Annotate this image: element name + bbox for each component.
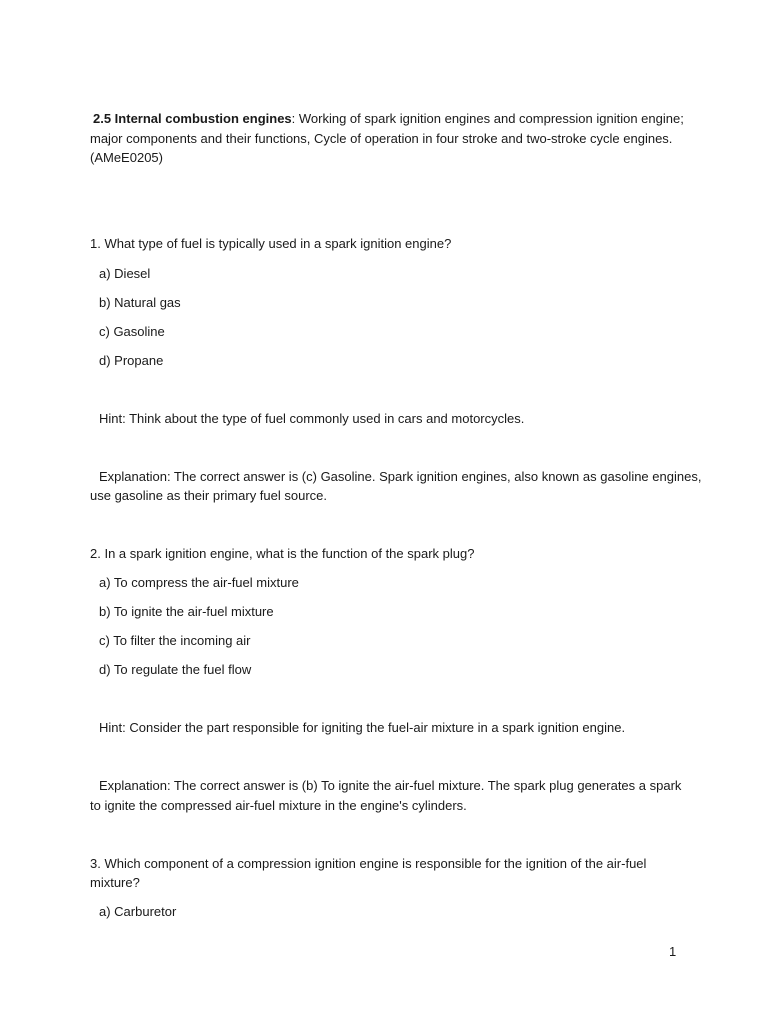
question-1-option-b: b) Natural gas — [99, 295, 181, 310]
question-2-option-c: c) To filter the incoming air — [99, 633, 251, 648]
question-2-hint: Hint: Consider the part responsible for igniting the fuel-air mixture in a spark ignition engine. — [99, 720, 626, 735]
page-number: 1 — [669, 944, 677, 959]
question-2-text: 2. In a spark ignition engine, what is the function of the spark plug? — [90, 546, 475, 561]
question-2-option-a: a) To compress the air-fuel mixture — [99, 575, 299, 590]
section-heading — [93, 109, 693, 128]
question-2-explanation-line-2: to ignite the compressed air-fuel mixture in the engine's cylinders. — [90, 798, 467, 813]
question-3-option-a: a) Carburetor — [99, 904, 177, 919]
question-1-text: 1. What type of fuel is typically used in a spark ignition engine? — [90, 236, 452, 251]
question-2-option-b: b) To ignite the air-fuel mixture — [99, 604, 274, 619]
section-heading-description: : Working of spark ignition engines and compression ignition engine; — [291, 111, 684, 126]
question-1-explanation-line-2: use gasoline as their primary fuel source. — [90, 488, 328, 503]
question-1-hint: Hint: Think about the type of fuel commonly used in cars and motorcycles. — [99, 411, 525, 426]
question-1-explanation-line-1: Explanation: The correct answer is (c) Gasoline. Spark ignition engines, also known as gasoline engines, — [99, 469, 702, 484]
section-heading-title: 2.5 Internal combustion engines — [93, 111, 292, 126]
section-heading-line-2: major components and their functions, Cycle of operation in four stroke and two-stroke cycle engines. — [90, 131, 673, 146]
question-2-explanation-line-1: Explanation: The correct answer is (b) To ignite the air-fuel mixture. The spark plug generates a spark — [99, 778, 682, 793]
question-1-option-c: c) Gasoline — [99, 324, 165, 339]
question-3-text-line-1: 3. Which component of a compression ignition engine is responsible for the ignition of the air-fuel — [90, 856, 647, 871]
question-3-text-line-2: mixture? — [90, 875, 140, 890]
question-1-option-d: d) Propane — [99, 353, 164, 368]
question-1-option-a: a) Diesel — [99, 266, 151, 281]
question-2-option-d: d) To regulate the fuel flow — [99, 662, 252, 677]
section-heading-code: (AMeE0205) — [90, 150, 163, 165]
